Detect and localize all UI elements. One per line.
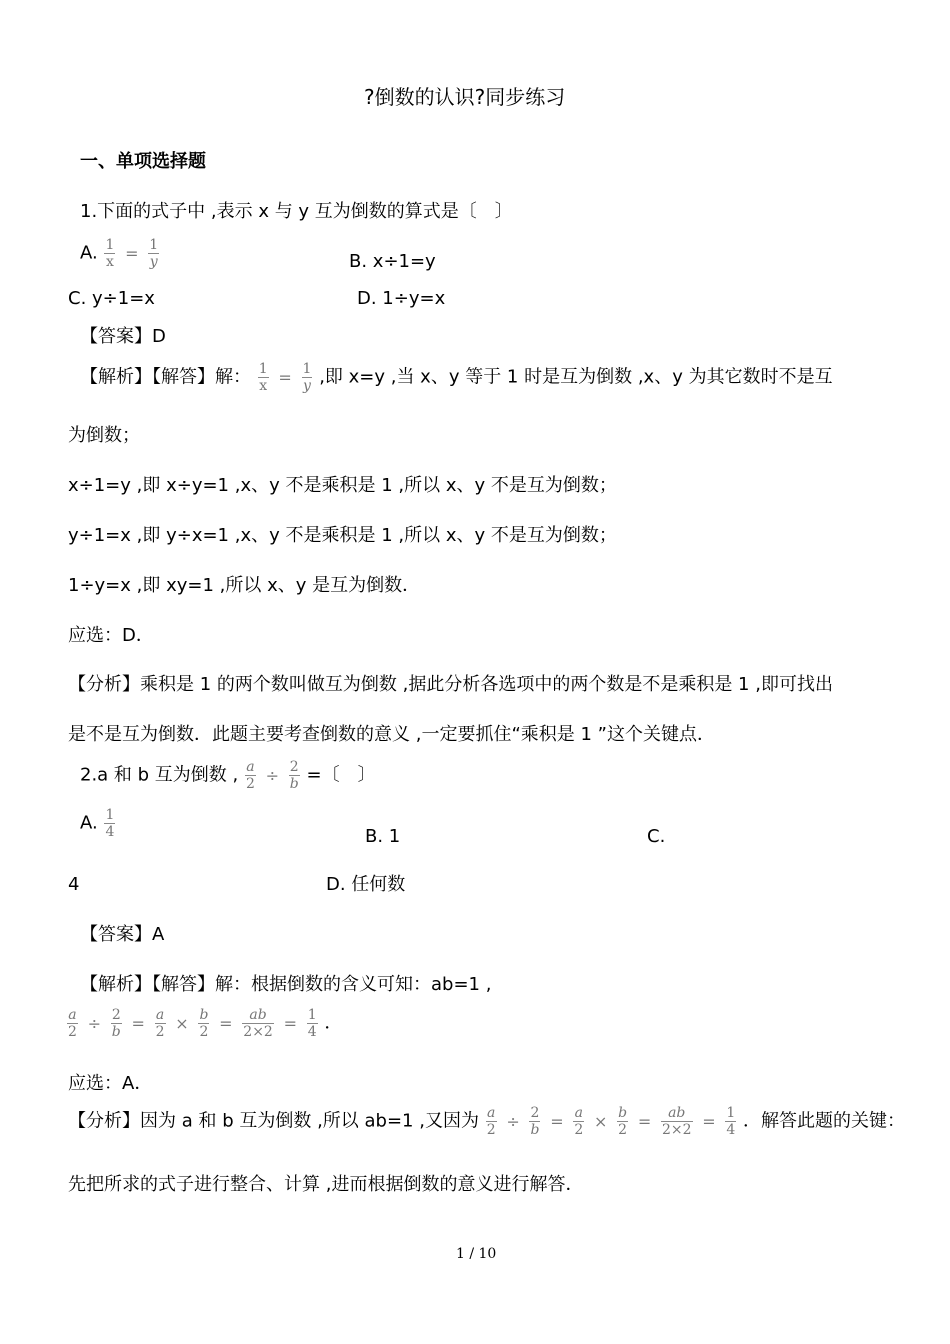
frac-denominator: 2 [68,1024,77,1040]
q2-option-b: B. 1 [365,826,401,847]
page-number: 1 / 10 [456,1246,497,1262]
section-heading: 一、单项选择题 [80,151,206,172]
q1-line2: x÷1=y ,即 x÷y=1 ,x、y 不是乘积是 1 ,所以 x、y 不是互为倒数； [68,475,617,496]
eq-frac [198,1008,209,1039]
frac-numerator: 1 [105,807,115,823]
q2-stem-frac1 [245,760,256,791]
frac-denominator: y [149,254,158,270]
q2-option-a [80,808,116,839]
eq-frac [486,1106,497,1137]
equals-sign: = [702,1111,716,1131]
q2-option-a-frac [104,808,115,839]
frac-numerator: 2 [289,759,299,775]
q1-analysis-frac2 [302,362,313,393]
q2-equation [66,1008,342,1039]
eq-frac [67,1008,78,1039]
frac-denominator: 4 [105,824,115,840]
eq-frac [573,1106,584,1137]
frac-numerator: 1 [149,237,159,253]
frac-numerator: a [246,759,255,775]
q2-stem-prefix: 2.a 和 b 互为倒数 , [80,764,239,786]
frac-denominator: b [530,1122,540,1138]
q1-option-c: C. y÷1=x [68,288,155,309]
q2-answer: 【答案】A [80,924,165,945]
q1-analysis [80,362,833,393]
frac-numerator: 1 [726,1105,736,1121]
q2-option-a-label: A. [80,812,98,834]
q1-choose: 应选：D． [68,625,154,646]
q2-option-c-value: 4 [68,874,80,895]
equals-sign: = [131,1013,145,1033]
q1-analysis-cont: 为倒数； [68,425,140,446]
q2-fenxi-prefix: 【分析】因为 a 和 b 互为倒数 ,所以 ab=1 ,又因为 [68,1110,479,1132]
equals-sign: = [125,243,139,263]
frac-denominator: 2 [199,1024,209,1040]
q1-option-a [80,238,160,269]
q1-option-a-label: A. [80,242,98,264]
eq-frac [242,1008,274,1039]
frac-numerator: b [618,1105,628,1121]
q1-line3: y÷1=x ,即 y÷x=1 ,x、y 不是乘积是 1 ,所以 x、y 不是互为倒数； [68,525,617,546]
frac-numerator: a [155,1007,165,1023]
frac-denominator: 2 [155,1024,165,1040]
frac-denominator: b [289,776,299,792]
q1-analysis-prefix: 【解析】【解答】解： [80,366,251,388]
q1-stem: 1.下面的式子中 ,表示 x 与 y 互为倒数的算式是〔 〕 [80,201,513,222]
frac-denominator: y [303,378,311,394]
q1-option-a-frac2 [148,238,159,269]
eq-frac [661,1106,693,1137]
divide-sign: ÷ [506,1111,520,1131]
q1-option-d: D. 1÷y=x [357,288,446,309]
divide-sign: ÷ [87,1013,102,1033]
page-title: ?倒数的认识?同步练习 [364,85,566,109]
frac-numerator: 1 [307,1007,317,1023]
frac-numerator: 2 [530,1105,540,1121]
q1-line4: 1÷y=x ,即 xy=1 ,所以 x、y 是互为倒数． [68,575,421,596]
eq-frac [725,1106,736,1137]
frac-numerator: 2 [111,1007,121,1023]
q2-option-c: C. [647,826,666,847]
q2-analysis: 【解析】【解答】解：根据倒数的含义可知：ab=1 , [80,974,492,995]
q2-option-d: D. 任何数 [326,874,406,895]
frac-denominator: 2 [245,776,255,792]
q2-fenxi-line2: 先把所求的式子进行整合、计算 ,进而根据倒数的意义进行解答． [68,1174,584,1195]
q2-fenxi-suffix: ．解答此题的关键： [743,1110,906,1132]
frac-denominator: 2 [574,1122,584,1138]
frac-denominator: 2×2 [243,1024,273,1040]
q2-fenxi [68,1106,905,1137]
equals-sign: = [637,1111,652,1131]
q1-option-a-frac1 [104,238,115,269]
equals-sign: = [283,1013,297,1033]
q2-stem-frac2 [289,760,300,791]
q1-option-b: B. x÷1=y [349,251,436,272]
times-sign: × [175,1013,189,1033]
equals-sign: = [278,367,292,387]
eq-frac [155,1008,166,1039]
frac-numerator: 1 [105,237,115,253]
q1-analysis-suffix: ,即 x=y ,当 x、y 等于 1 时是互为倒数 ,x、y 为其它数时不是互 [319,366,833,388]
q1-fenxi-line2: 是不是互为倒数．此题主要考查倒数的意义 ,一定要抓住“乘积是 1 ”这个关键点． [68,724,715,745]
frac-numerator: a [68,1007,77,1023]
frac-denominator: x [259,378,268,394]
frac-numerator: ab [668,1105,686,1121]
q1-fenxi-line1: 【分析】乘积是 1 的两个数叫做互为倒数 ,据此分析各选项中的两个数是不是乘积是 1 ,即可找出 [68,674,833,695]
q2-stem [80,760,376,791]
frac-denominator: 4 [726,1122,736,1138]
frac-numerator: a [574,1105,583,1121]
frac-denominator: 2×2 [661,1122,692,1138]
eq-end: ． [324,1012,343,1034]
eq-frac [529,1106,540,1137]
frac-denominator: 2 [618,1122,628,1138]
frac-denominator: 2 [486,1122,496,1138]
frac-denominator: x [105,254,114,270]
divide-sign: ÷ [265,765,280,785]
equals-sign: = [219,1013,233,1033]
q1-analysis-frac1 [258,362,269,393]
q2-choose: 应选：A． [68,1073,153,1094]
frac-denominator: 4 [307,1024,317,1040]
eq-frac [307,1008,318,1039]
frac-numerator: b [199,1007,209,1023]
frac-numerator: ab [249,1007,267,1023]
q1-answer: 【答案】D [80,326,166,347]
times-sign: × [593,1111,608,1131]
frac-numerator: a [486,1105,496,1121]
equals-sign: = [550,1111,564,1131]
frac-numerator: 1 [302,361,312,377]
frac-numerator: 1 [258,361,268,377]
eq-frac [111,1008,122,1039]
eq-frac [617,1106,628,1137]
frac-denominator: b [111,1024,121,1040]
q2-stem-suffix: =〔 〕 [306,764,376,786]
